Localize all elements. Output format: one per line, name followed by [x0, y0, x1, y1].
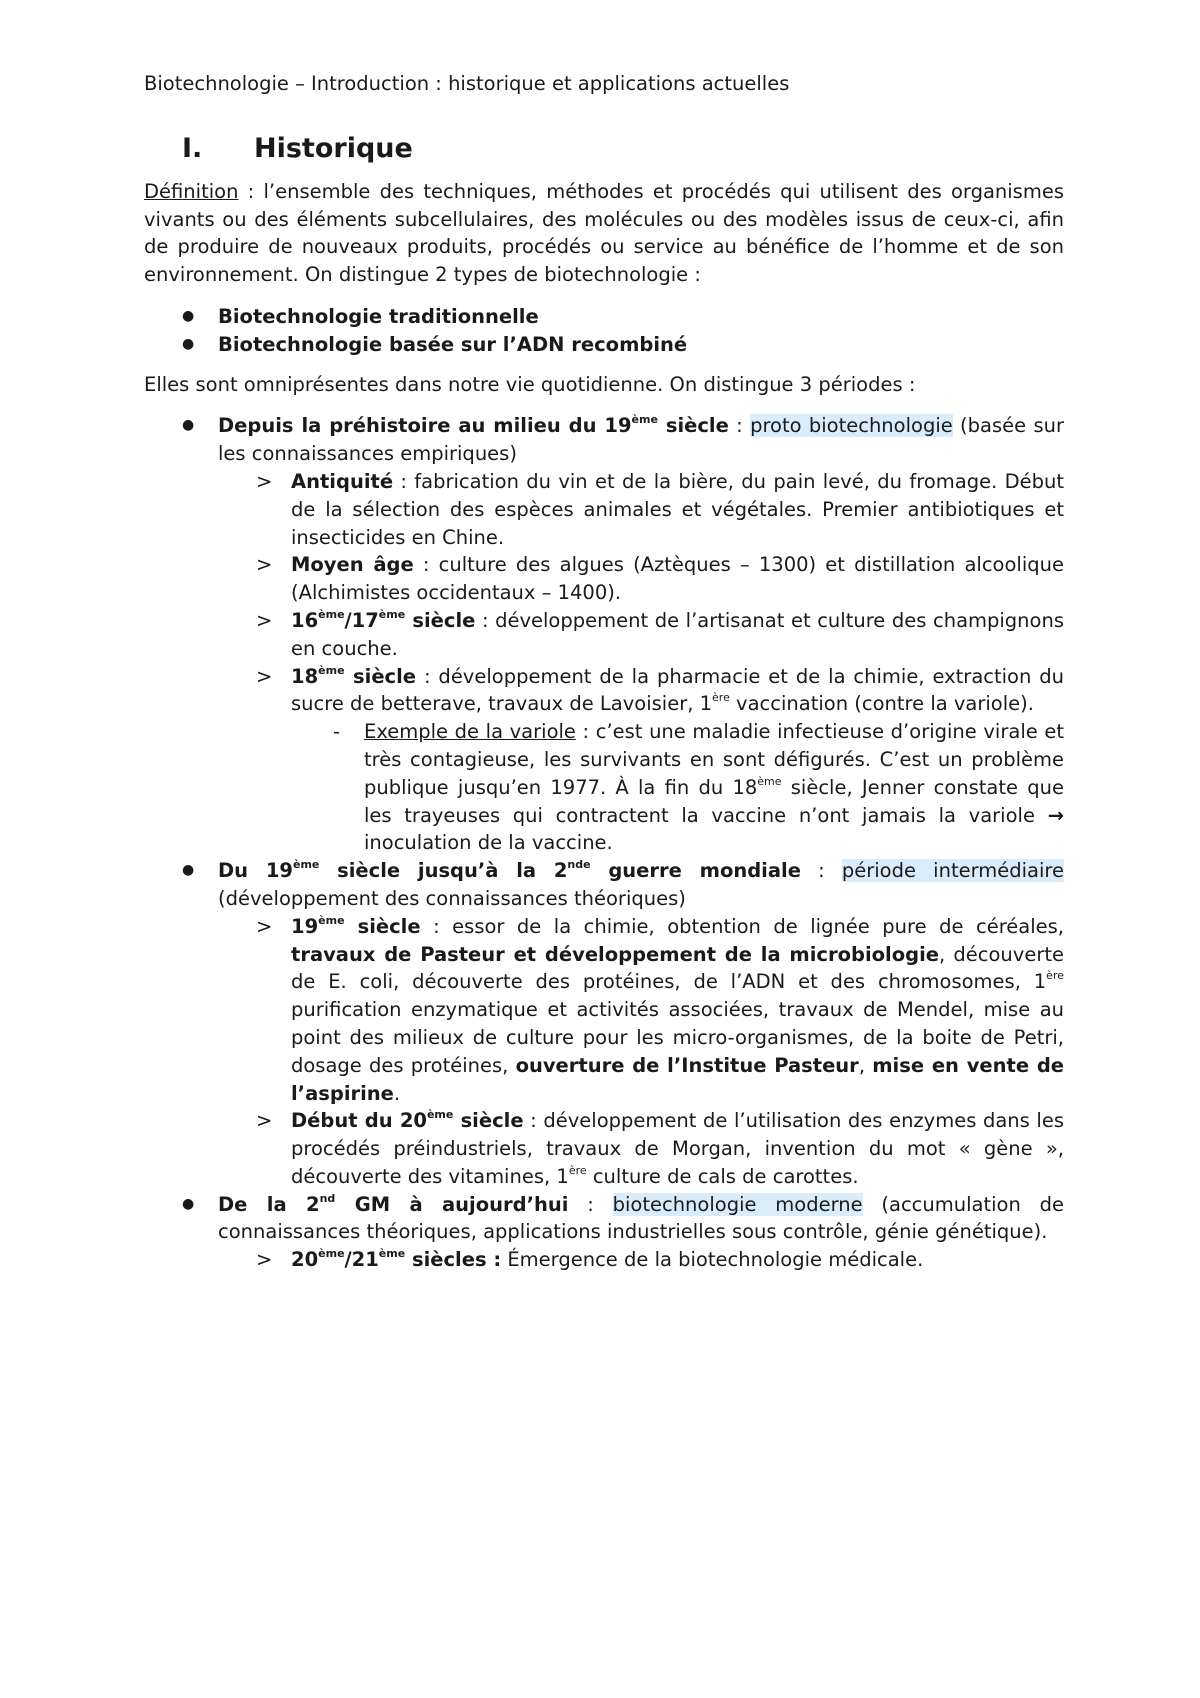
- definition-text: : l’ensemble des techniques, méthodes et procédés qui utilisent des organismes vivants ou des éléments subcellulaires, des molécules ou des modèles issus de ceux-ci, afin de produire de nouveaux produits, procédés ou service au bénéfice de l’homme et de son environnement. On distingue 2 types de biotechnologie :: [144, 179, 1064, 287]
- list-item: > Début du 20ème siècle : développement de l’utilisation des enzymes dans les procédés préindustriels, travaux de Morgan, invention du mot « gène », découverte des vitamines, 1ère culture de cals de carottes.: [218, 1107, 1064, 1190]
- periods-intro: Elles sont omniprésentes dans notre vie quotidienne. On distingue 3 périodes :: [144, 372, 916, 396]
- period-highlight: période intermédiaire: [841, 859, 1064, 883]
- subperiod-list: [218, 468, 1064, 857]
- section-heading: [144, 132, 1064, 166]
- biotech-types-list: [144, 303, 1064, 359]
- period-title: Du 19ème siècle jusqu’à la 2nde guerre mondiale: [218, 858, 801, 883]
- period-title: De la 2nd GM à aujourd’hui: [218, 1191, 569, 1216]
- list-item: > 19ème siècle : essor de la chimie, obtention de lignée pure de céréales, travaux de Pasteur et développement de la microbiologie, découverte de E. coli, découverte des protéines, de l’ADN et des chromosomes, 1ère purification enzymatique et activités associées, travaux de Mendel, mise au point des milieux de culture pour les micro-organismes, de la boite de Petri, dosage des protéines, ouverture de l’Institue Pasteur, mise en vente de l’aspirine.: [218, 913, 1064, 1108]
- subperiod-list: [218, 1246, 1064, 1274]
- list-item: > 16ème/17ème siècle : développement de l’artisanat et culture des champignons en couche.: [218, 607, 1064, 663]
- period-item: ● Du 19ème siècle jusqu’à la 2nde guerre mondiale : période intermédiaire (développement des connaissances théoriques) > 19ème siècle : essor de la chimie, obtention de lignée pure de céréales, travaux de Pasteur et développement de la microbiologie, découverte de E. coli, découverte des protéines, de l’ADN et des chromosomes, 1ère purification enzymatique et activités associées, travaux de Mendel, mise au point des milieux de culture pour les micro-organismes, de la boite de Petri, dosage des protéines, ouverture de l’Institue Pasteur, mise en vente de l’aspirine. > Début du 20ème siècle : développement de l’utilisation des enzymes dans les procédés préindustriels, travaux de Morgan, invention du mot « gène », découverte des vitamines, 1ère culture de cals de carottes.: [144, 857, 1064, 1191]
- list-item: > Moyen âge : culture des algues (Aztèques – 1300) et distillation alcoolique (Alchimistes occidentaux – 1400).: [218, 551, 1064, 607]
- running-header: Biotechnologie – Introduction : historique et applications actuelles: [144, 72, 790, 95]
- list-item: ● Biotechnologie basée sur l’ADN recombiné: [144, 331, 1064, 359]
- period-item: ● De la 2nd GM à aujourd’hui : biotechnologie moderne (accumulation de connaissances théoriques, applications industrielles sous contrôle, génie génétique). > 20ème/21ème siècles : Émergence de la biotechnologie médicale.: [144, 1191, 1064, 1274]
- section-number: I.: [182, 132, 203, 164]
- periods-list: [144, 412, 1064, 1274]
- definition-paragraph: [144, 178, 1064, 289]
- period-highlight: biotechnologie moderne: [612, 1192, 863, 1216]
- arrow-right-icon: →: [1047, 803, 1064, 827]
- subperiod-list: [218, 913, 1064, 1191]
- period-item: ● Depuis la préhistoire au milieu du 19ème siècle : proto biotechnologie (basée sur les connaissances empiriques) > Antiquité : fabrication du vin et de la bière, du pain levé, du fromage. Début de la sélection des espèces animales et végétales. Premier antibiotiques et insecticides en Chine. > Moyen âge : culture des algues (Aztèques – 1300) et distillation alcoolique (Alchimistes occidentaux – 1400). > 16ème/17ème siècle : développement de l’artisanat et culture des champignons en couche. > 18ème siècle : développement de la pharmacie et de la chimie, extraction du sucre de betterave, travaux de Lavoisier, 1ère vaccination (contre la variole). - Exemple de la variole : c’est une maladie infectieuse d’origine virale et très contagieuse, les survivants en sont défigurés. C’est un problème publique jusqu’en 1977. À la fin du 18ème siècle, Jenner constate que les trayeuses qui contractent la vaccine n’ont jamais la variole → inoculation de la vaccine.: [144, 412, 1064, 857]
- period-highlight: proto biotechnologie: [750, 414, 953, 438]
- section-title: Historique: [254, 132, 413, 164]
- list-item: > 18ème siècle : développement de la pharmacie et de la chimie, extraction du sucre de betterave, travaux de Lavoisier, 1ère vaccination (contre la variole). - Exemple de la variole : c’est une maladie infectieuse d’origine virale et très contagieuse, les survivants en sont défigurés. C’est un problème publique jusqu’en 1977. À la fin du 18ème siècle, Jenner constate que les trayeuses qui contractent la vaccine n’ont jamais la variole → inoculation de la vaccine.: [218, 663, 1064, 858]
- list-item: - Exemple de la variole : c’est une maladie infectieuse d’origine virale et très contagieuse, les survivants en sont défigurés. C’est un problème publique jusqu’en 1977. À la fin du 18ème siècle, Jenner constate que les trayeuses qui contractent la vaccine n’ont jamais la variole → inoculation de la vaccine.: [291, 718, 1064, 857]
- definition-label: Définition: [144, 179, 239, 203]
- list-item: ● Biotechnologie traditionnelle: [144, 303, 1064, 331]
- list-item: > Antiquité : fabrication du vin et de la bière, du pain levé, du fromage. Début de la sélection des espèces animales et végétales. Premier antibiotiques et insecticides en Chine.: [218, 468, 1064, 551]
- example-list: [291, 718, 1064, 857]
- period-title: Depuis la préhistoire au milieu du 19ème siècle: [218, 413, 729, 438]
- list-item: > 20ème/21ème siècles : Émergence de la biotechnologie médicale.: [218, 1246, 1064, 1274]
